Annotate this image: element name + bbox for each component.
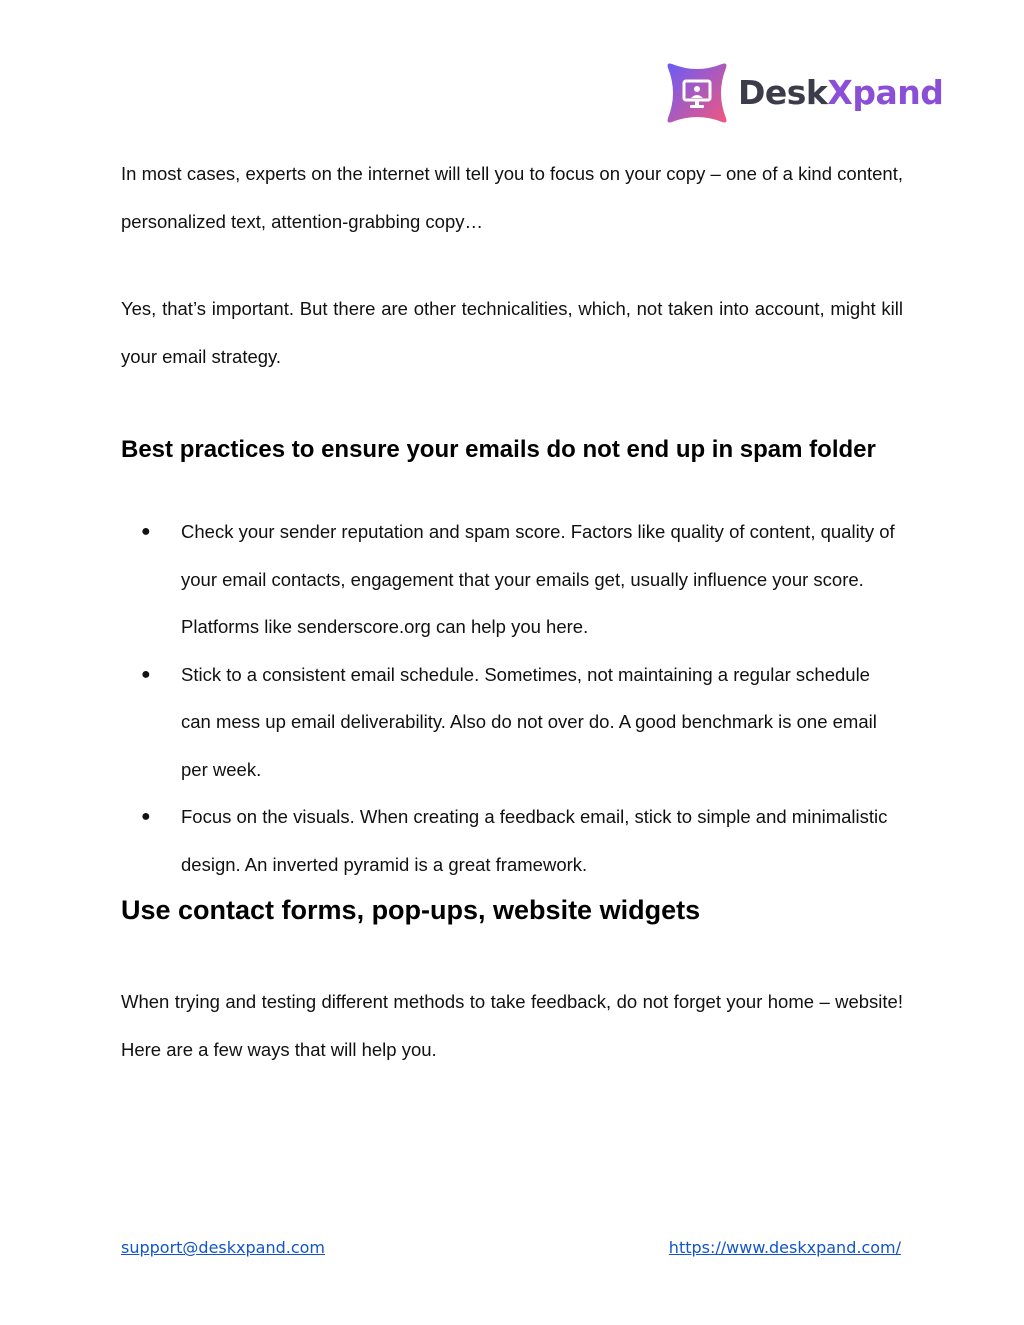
section2-paragraph: When trying and testing different methods to take feedback, do not forget your home – website! Here are a few ways that will help you. bbox=[121, 991, 903, 1060]
website-link[interactable]: https://www.deskxpand.com/ bbox=[668, 1238, 901, 1257]
brand-logo bbox=[664, 60, 943, 126]
brand-name-part2: Xpand bbox=[827, 73, 944, 112]
list-item bbox=[121, 508, 903, 651]
support-email-link[interactable]: support@deskxpand.com bbox=[121, 1238, 326, 1257]
section-heading-spam: Best practices to ensure your emails do not end up in spam folder bbox=[121, 436, 876, 463]
list-item-text: Stick to a consistent email schedule. Sometimes, not maintaining a regular schedule can mess up email deliverability. Also do not over do. A good benchmark is one email per week. bbox=[181, 663, 877, 780]
brand-wordmark bbox=[738, 60, 943, 126]
brand-name-part1: Desk bbox=[738, 73, 828, 112]
list-item bbox=[121, 793, 903, 888]
list-item bbox=[121, 651, 903, 794]
section-heading-widgets: Use contact forms, pop-ups, website widgets bbox=[121, 895, 701, 925]
intro-paragraph-1: In most cases, experts on the internet will tell you to focus on your copy – one of a kind content, personalized text, attention-grabbing copy… bbox=[121, 163, 903, 232]
deskxpand-logo-icon bbox=[664, 60, 730, 126]
bullet-icon: ● bbox=[141, 665, 151, 683]
best-practices-list bbox=[121, 508, 903, 888]
list-item-text: Check your sender reputation and spam score. Factors like quality of content, quality of your email contacts, engagement that your emails get, usually influence your score. Platforms like senderscore.org can help you here. bbox=[181, 521, 895, 637]
intro-paragraph-2: Yes, that’s important. But there are other technicalities, which, not taken into account, might kill your email strategy. bbox=[121, 298, 903, 367]
page-footer bbox=[121, 1238, 901, 1257]
list-item-text: Focus on the visuals. When creating a feedback email, stick to simple and minimalistic design. An inverted pyramid is a great framework. bbox=[181, 806, 888, 875]
bullet-icon: ● bbox=[141, 808, 151, 825]
bullet-icon: ● bbox=[141, 523, 151, 540]
document-body bbox=[121, 150, 903, 1073]
